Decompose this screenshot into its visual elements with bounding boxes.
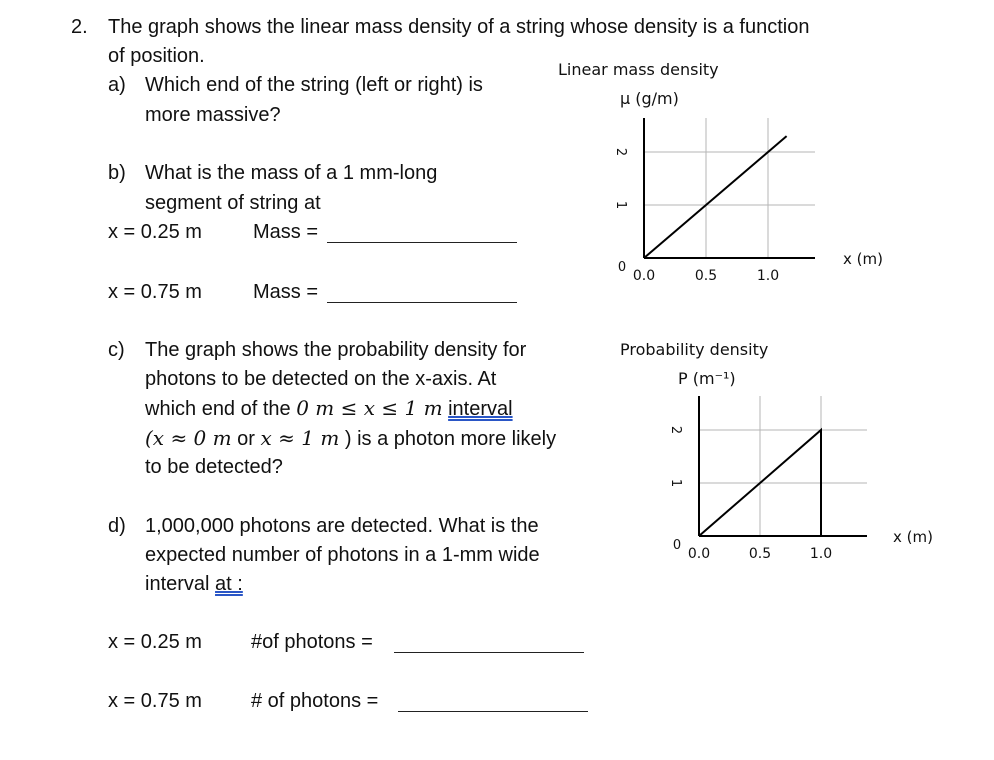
graph2-xtick-2: 1.0	[809, 546, 833, 562]
graph1-plot	[600, 110, 883, 300]
part-c-line3	[145, 396, 513, 421]
part-b-line2: segment of string at	[145, 192, 321, 214]
graph1-xtick-2: 1.0	[756, 268, 780, 284]
graph2-ytick-2: 2	[668, 425, 683, 435]
part-c-left-end-math: (x ≈ 0 m	[145, 426, 232, 450]
graph2-xtick-0: 0.0	[687, 546, 711, 562]
part-d-row2-answer-line[interactable]	[398, 711, 588, 712]
part-c-line1: The graph shows the probability density for	[145, 339, 527, 361]
graph1-xlabel: x (m)	[843, 250, 883, 268]
part-c-line4	[145, 426, 556, 451]
part-b-row2-answer-line[interactable]	[327, 302, 517, 303]
graph2-xlabel: x (m)	[893, 528, 933, 546]
part-b-row1-field-label: Mass =	[253, 221, 319, 243]
question-intro-line1: The graph shows the linear mass density of a string whose density is a function	[108, 16, 810, 38]
part-c-interval-word: interval	[448, 398, 513, 420]
part-b-label: b)	[108, 162, 126, 184]
graph1-series-line-0	[644, 136, 787, 258]
graph1-xtick-0: 0.0	[632, 268, 656, 284]
graph2-xtick-1: 0.5	[748, 546, 772, 562]
part-a-line1: Which end of the string (left or right) is	[145, 74, 483, 96]
part-d-line3	[145, 572, 243, 596]
part-b-row2-field-label: Mass =	[253, 281, 319, 303]
part-d-label: d)	[108, 515, 126, 537]
graph2-ytick-1: 1	[668, 478, 683, 488]
part-b-row2-x: x = 0.75 m	[108, 281, 202, 303]
part-b-line1: What is the mass of a 1 mm-long	[145, 162, 438, 184]
part-c-label: c)	[108, 339, 125, 361]
part-a-label: a)	[108, 74, 126, 96]
part-d-row1-x: x = 0.25 m	[108, 631, 202, 653]
graph1-ytick-0: 0	[617, 260, 627, 275]
question-number: 2.	[71, 16, 88, 38]
graph1-ytick-1: 1	[613, 200, 628, 210]
graph1-xtick-1: 0.5	[694, 268, 718, 284]
graph2-ylabel: P (m⁻¹)	[678, 369, 736, 388]
part-d-line1: 1,000,000 photons are detected. What is the	[145, 515, 539, 537]
part-c-interval-math: 0 m ≤ x ≤ 1 m	[296, 396, 443, 420]
part-d-row1-field-label: #of photons =	[251, 631, 373, 653]
part-d-row2-field-label: # of photons =	[251, 690, 379, 712]
part-d-row1-answer-line[interactable]	[394, 652, 584, 653]
part-a-line2: more massive?	[145, 104, 281, 126]
graph1-ytick-2: 2	[613, 147, 628, 157]
part-b-row1-answer-line[interactable]	[327, 242, 517, 243]
part-c-or: or	[231, 428, 261, 450]
part-c-line3-text: which end of the	[145, 398, 297, 420]
part-c-right-end-math: x ≈ 1 m	[260, 426, 340, 450]
part-b-row1-x: x = 0.25 m	[108, 221, 202, 243]
graph2-title: Probability density	[620, 340, 769, 359]
graph1-ylabel: μ (g/m)	[620, 89, 679, 108]
part-d-line3-text: interval	[145, 573, 216, 595]
part-d-row2-x: x = 0.75 m	[108, 690, 202, 712]
part-c-line4-tail: ) is a photon more likely	[344, 428, 557, 450]
part-d-at: at :	[215, 573, 243, 595]
graph1-title: Linear mass density	[558, 60, 719, 79]
graph2-ytick-0: 0	[672, 538, 682, 553]
part-c-line5: to be detected?	[145, 456, 283, 478]
part-c-line2: photons to be detected on the x-axis. At	[145, 368, 497, 390]
question-intro-line2: of position.	[108, 45, 205, 67]
part-d-line2: expected number of photons in a 1-mm wide	[145, 544, 540, 566]
graph2-plot	[655, 388, 945, 578]
